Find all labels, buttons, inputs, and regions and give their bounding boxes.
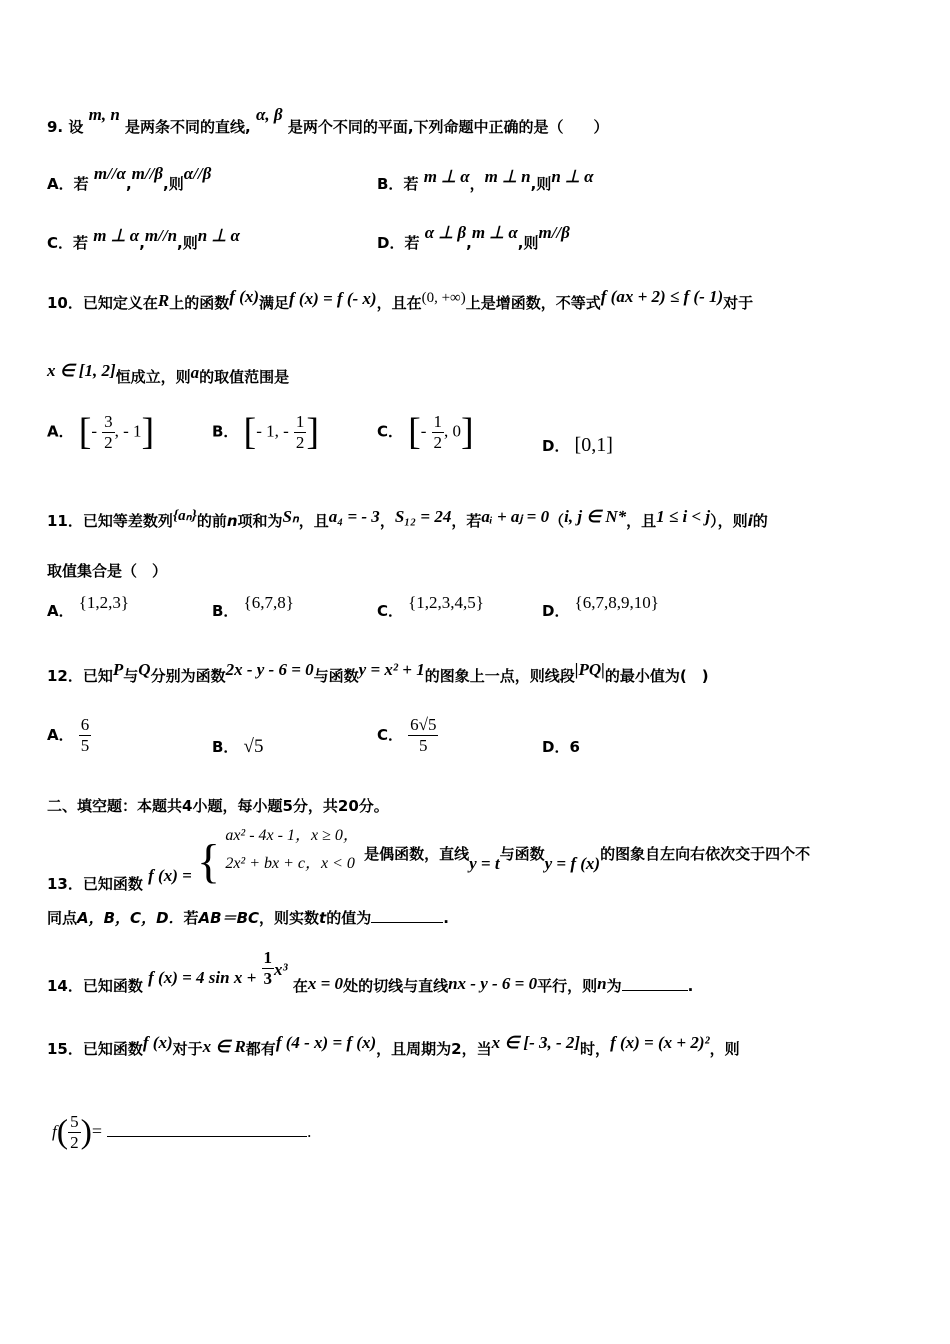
q11-option-d[interactable] bbox=[542, 593, 659, 621]
denominator: 5 bbox=[419, 736, 428, 755]
numerator: 1 bbox=[295, 411, 305, 431]
option-text: , bbox=[466, 234, 472, 252]
option-math: α//β bbox=[183, 164, 212, 183]
bracket: [ bbox=[78, 411, 92, 453]
option-value: 6 bbox=[569, 738, 580, 756]
q13-text: 是偶函数，直线 bbox=[364, 845, 470, 863]
q11-text: ，且 bbox=[298, 512, 329, 530]
q9-text-c: 是两个不同的平面,下列命题中正确的是（ ） bbox=[287, 118, 609, 136]
option-math: m//n bbox=[144, 226, 178, 245]
q9-option-b[interactable] bbox=[377, 167, 594, 194]
q13-math: f (x) = bbox=[148, 866, 192, 885]
q12-math: P bbox=[112, 660, 124, 679]
q14-text: 在 bbox=[292, 977, 308, 995]
q13-math: y = f (x) bbox=[544, 854, 601, 873]
q13-text: . bbox=[443, 909, 449, 927]
q15-number: 15． bbox=[47, 1040, 83, 1058]
q10-stem-line2 bbox=[47, 361, 290, 387]
fraction bbox=[408, 715, 438, 756]
q10-math: R bbox=[157, 291, 170, 310]
q12-text: 的图象上一点，则线段 bbox=[424, 667, 575, 685]
q12-text: 的最小值为( ) bbox=[604, 667, 709, 685]
fraction bbox=[102, 412, 115, 453]
q12-text: 与 bbox=[123, 667, 139, 685]
q13-points: A，B，C，D． bbox=[77, 909, 184, 927]
q15-math: f bbox=[52, 1122, 57, 1141]
option-math: , 0 bbox=[444, 421, 462, 441]
option-text: ,则 bbox=[530, 175, 552, 193]
option-math: m ⊥ n bbox=[484, 167, 531, 186]
q11-text: 的 bbox=[752, 512, 768, 530]
option-math: n ⊥ α bbox=[197, 226, 240, 245]
option-text: 若 bbox=[403, 175, 419, 193]
option-math: {6,7,8} bbox=[243, 593, 294, 612]
q15-math: f (x) bbox=[142, 1033, 173, 1052]
q9-text-a: 设 bbox=[68, 118, 84, 136]
option-math: m ⊥ α bbox=[471, 223, 518, 242]
q10-math: x ∈ [1, 2] bbox=[47, 361, 116, 380]
q13-equation: AB＝BC bbox=[198, 909, 260, 927]
q12-math: y = x² + 1 bbox=[358, 660, 425, 679]
paren-open: ( bbox=[56, 1113, 69, 1151]
case-2: 2x² + bx + c，x < 0 bbox=[225, 855, 355, 872]
q13-number: 13． bbox=[47, 875, 83, 893]
q13-text: ，则实数 bbox=[259, 909, 320, 927]
q10-option-d[interactable] bbox=[542, 434, 613, 457]
q14-number: 14． bbox=[47, 977, 83, 995]
q11-number: 11． bbox=[47, 512, 83, 530]
fraction bbox=[262, 948, 275, 989]
q10-text: 已知定义在 bbox=[82, 294, 158, 312]
q11-option-b[interactable] bbox=[212, 593, 294, 621]
q15-text: 时， bbox=[580, 1040, 611, 1058]
q14-text: 处的切线与直线 bbox=[343, 977, 449, 995]
q14-text: 平行，则 bbox=[537, 977, 598, 995]
q10-math: f (x) bbox=[229, 287, 259, 306]
q14-math: x³ bbox=[274, 960, 288, 979]
q13-text: 的图象自左向右依次交于四个不 bbox=[600, 845, 811, 863]
option-label: C． bbox=[377, 422, 404, 441]
q11-math: {aₙ} bbox=[172, 508, 197, 524]
numerator: 6√5 bbox=[410, 715, 437, 734]
q9-option-d[interactable] bbox=[377, 223, 570, 253]
q14-math: x = 0 bbox=[307, 974, 344, 993]
denominator: 2 bbox=[295, 432, 305, 452]
q10-math: a bbox=[190, 363, 200, 382]
q11-text: 的前 bbox=[196, 512, 227, 530]
numerator: 1 bbox=[433, 411, 443, 431]
q13-var: t bbox=[319, 909, 327, 927]
q13-text: 的值为 bbox=[326, 909, 372, 927]
q12-number: 12． bbox=[47, 667, 83, 685]
option-label: B． bbox=[212, 738, 239, 756]
q14-math: n bbox=[597, 974, 607, 993]
q14-math: nx - y - 6 = 0 bbox=[448, 974, 538, 993]
q11-text: ， bbox=[379, 512, 395, 530]
q11-var: n bbox=[226, 512, 238, 530]
option-label: B． bbox=[212, 422, 239, 441]
denominator: 3 bbox=[263, 969, 273, 988]
q9-stem bbox=[47, 105, 609, 137]
q9-option-a[interactable] bbox=[47, 164, 212, 194]
numerator: 6 bbox=[80, 715, 90, 734]
q11-stem-line1 bbox=[47, 507, 768, 531]
q12-option-a[interactable] bbox=[47, 715, 91, 756]
bracket: ] bbox=[306, 411, 320, 453]
q11-math: 1 ≤ i < j bbox=[656, 507, 711, 526]
q15-math: f (4 - x) = f (x) bbox=[275, 1033, 377, 1052]
q12-option-c[interactable] bbox=[377, 715, 438, 756]
q12-option-d[interactable] bbox=[542, 736, 580, 757]
q14-text: 已知函数 bbox=[82, 977, 143, 995]
paren-close: ) bbox=[80, 1113, 92, 1151]
q15-text: ，且周期为2，当 bbox=[376, 1040, 492, 1058]
option-math: - bbox=[91, 421, 98, 441]
option-math: m//β bbox=[538, 223, 570, 242]
q14-text: . bbox=[687, 977, 694, 995]
q11-math: i, j ∈ N* bbox=[564, 507, 627, 526]
q12-text: 与函数 bbox=[313, 667, 359, 685]
q11-text: （ bbox=[549, 512, 565, 530]
option-math: , - 1 bbox=[114, 421, 142, 441]
q10-option-c[interactable] bbox=[377, 410, 474, 454]
option-math: [0,1] bbox=[574, 434, 613, 456]
answer-blank[interactable] bbox=[107, 1122, 307, 1137]
q10-text: 对于 bbox=[723, 294, 754, 312]
option-text: , bbox=[125, 175, 132, 193]
option-label: D． bbox=[542, 602, 570, 620]
q11-var: i bbox=[747, 512, 753, 530]
q11-text: 项和为 bbox=[237, 512, 283, 530]
bracket: ] bbox=[461, 411, 474, 453]
option-math: {1,2,3} bbox=[78, 593, 130, 612]
option-label: D． bbox=[542, 437, 570, 455]
q11-math: Sₙ bbox=[282, 507, 299, 526]
option-math: √5 bbox=[243, 736, 264, 757]
option-math: - bbox=[420, 421, 427, 441]
q12-stem bbox=[47, 660, 709, 686]
q12-math: |PQ| bbox=[574, 660, 605, 679]
q11-text: 已知等差数列 bbox=[82, 512, 173, 530]
q10-option-b[interactable] bbox=[212, 410, 319, 454]
q15-stem-line2 bbox=[52, 1112, 311, 1153]
q14-stem bbox=[47, 942, 694, 995]
option-math: m ⊥ α bbox=[423, 167, 470, 186]
option-text: ,则 bbox=[177, 234, 198, 252]
q15-math: f (x) = (x + 2)² bbox=[610, 1033, 710, 1052]
denominator: 2 bbox=[104, 432, 113, 452]
option-text: 若 bbox=[404, 234, 420, 252]
q10-text: 上的函数 bbox=[169, 294, 230, 312]
q13-stem-line1 bbox=[47, 822, 811, 893]
q13-stem-line2 bbox=[47, 907, 449, 928]
q11-math: a₄ = - 3 bbox=[328, 507, 380, 526]
q10-text: 上是增函数，不等式 bbox=[465, 294, 601, 312]
option-math: m ⊥ α bbox=[93, 226, 140, 245]
case-1: ax² - 4x - 1，x ≥ 0， bbox=[225, 827, 359, 844]
q12-text: 分别为函数 bbox=[150, 667, 226, 685]
q10-stem-line1 bbox=[47, 287, 754, 313]
fraction bbox=[432, 412, 445, 453]
option-label: B． bbox=[212, 602, 239, 620]
option-label: D． bbox=[542, 738, 570, 756]
q15-text: 对于 bbox=[172, 1040, 203, 1058]
denominator: 2 bbox=[433, 432, 443, 452]
option-math: - 1, - bbox=[256, 421, 289, 441]
numerator: 1 bbox=[263, 948, 273, 967]
q15-math: = bbox=[91, 1121, 103, 1141]
fraction bbox=[68, 1112, 81, 1153]
q11-math: S₁₂ = 24 bbox=[394, 507, 452, 526]
denominator: 5 bbox=[80, 736, 90, 755]
answer-blank[interactable] bbox=[622, 976, 688, 991]
option-math: n ⊥ α bbox=[551, 167, 594, 186]
section-title bbox=[47, 795, 389, 816]
q15-math: x ∈ [- 3, - 2] bbox=[491, 1033, 581, 1052]
numerator: 3 bbox=[104, 411, 113, 431]
q13-text: 已知函数 bbox=[82, 875, 143, 893]
option-label: D． bbox=[377, 234, 405, 252]
q11-text: ，若 bbox=[451, 512, 482, 530]
fraction bbox=[294, 412, 307, 453]
option-label: B． bbox=[377, 175, 404, 193]
q11-text: 取值集合是（ ） bbox=[47, 562, 168, 580]
option-label: C． bbox=[47, 234, 74, 252]
option-label: C． bbox=[377, 602, 404, 620]
option-math: {6,7,8,9,10} bbox=[574, 593, 659, 612]
q10-text: 满足 bbox=[258, 294, 289, 312]
q10-text: 的取值范围是 bbox=[199, 368, 290, 386]
option-label: A． bbox=[47, 422, 74, 441]
q13-text: 与函数 bbox=[499, 845, 545, 863]
option-math: m//α bbox=[93, 164, 126, 183]
q12-math: 2x - y - 6 = 0 bbox=[225, 660, 314, 679]
q10-text: 恒成立，则 bbox=[115, 368, 191, 386]
q10-math: (0, +∞) bbox=[421, 290, 466, 306]
option-text: ,则 bbox=[163, 175, 184, 193]
denominator: 2 bbox=[70, 1133, 79, 1152]
bracket: [ bbox=[408, 411, 421, 453]
q15-text: . bbox=[307, 1122, 312, 1141]
option-math: {1,2,3,4,5} bbox=[408, 593, 484, 612]
q9-vars-ab: α, β bbox=[255, 105, 283, 124]
q11-option-c[interactable] bbox=[377, 593, 484, 621]
q14-text: 为 bbox=[606, 977, 622, 995]
answer-blank[interactable] bbox=[371, 908, 443, 923]
q11-option-a[interactable] bbox=[47, 593, 130, 621]
q10-math: f (x) = f (- x) bbox=[289, 289, 377, 308]
option-text: , bbox=[139, 234, 145, 252]
q11-text: ，且 bbox=[626, 512, 657, 530]
q15-math: x ∈ R bbox=[202, 1037, 246, 1056]
option-label: C． bbox=[377, 726, 404, 744]
q10-text: ，且在 bbox=[376, 294, 422, 312]
q9-number: 9. bbox=[47, 118, 64, 136]
option-text: ， bbox=[469, 175, 485, 193]
q13-math: y = t bbox=[469, 854, 500, 873]
piecewise-brace: { bbox=[197, 835, 221, 888]
numerator: 5 bbox=[70, 1112, 79, 1131]
q9-vars-mn: m, n bbox=[88, 105, 120, 124]
q11-text: ），则 bbox=[710, 512, 748, 530]
bracket: ] bbox=[141, 411, 155, 453]
q12-text: 已知 bbox=[82, 667, 113, 685]
option-label: A． bbox=[47, 726, 74, 744]
q15-stem-line1 bbox=[47, 1033, 740, 1059]
q10-number: 10． bbox=[47, 294, 83, 312]
option-label: A． bbox=[47, 175, 74, 193]
fraction bbox=[79, 715, 92, 756]
q11-math: aᵢ + aⱼ = 0 bbox=[481, 507, 550, 526]
q12-option-b[interactable] bbox=[212, 736, 263, 758]
piecewise-cases bbox=[225, 822, 359, 878]
q9-text-b: 是两条不同的直线, bbox=[125, 118, 251, 136]
option-text: ,则 bbox=[517, 234, 539, 252]
bracket: [ bbox=[243, 411, 257, 453]
q12-math: Q bbox=[138, 660, 151, 679]
q15-text: 都有 bbox=[245, 1040, 276, 1058]
option-text: 若 bbox=[73, 234, 89, 252]
option-math: m//β bbox=[131, 164, 164, 183]
option-label: A． bbox=[47, 602, 74, 620]
option-text: 若 bbox=[73, 175, 89, 193]
q9-option-c[interactable] bbox=[47, 226, 240, 253]
q15-text: 已知函数 bbox=[82, 1040, 143, 1058]
q15-text: ，则 bbox=[709, 1040, 740, 1058]
q10-option-a[interactable] bbox=[47, 410, 154, 454]
q13-text: 若 bbox=[183, 909, 199, 927]
q10-math: f (ax + 2) ≤ f (- 1) bbox=[600, 287, 724, 306]
q11-stem-line2 bbox=[47, 560, 167, 581]
section-title-text: 二、填空题：本题共4小题，每小题5分，共20分。 bbox=[47, 797, 389, 815]
option-math: α ⊥ β bbox=[424, 223, 467, 242]
q13-text: 同点 bbox=[47, 909, 78, 927]
q14-math: f (x) = 4 sin x + bbox=[148, 968, 257, 987]
